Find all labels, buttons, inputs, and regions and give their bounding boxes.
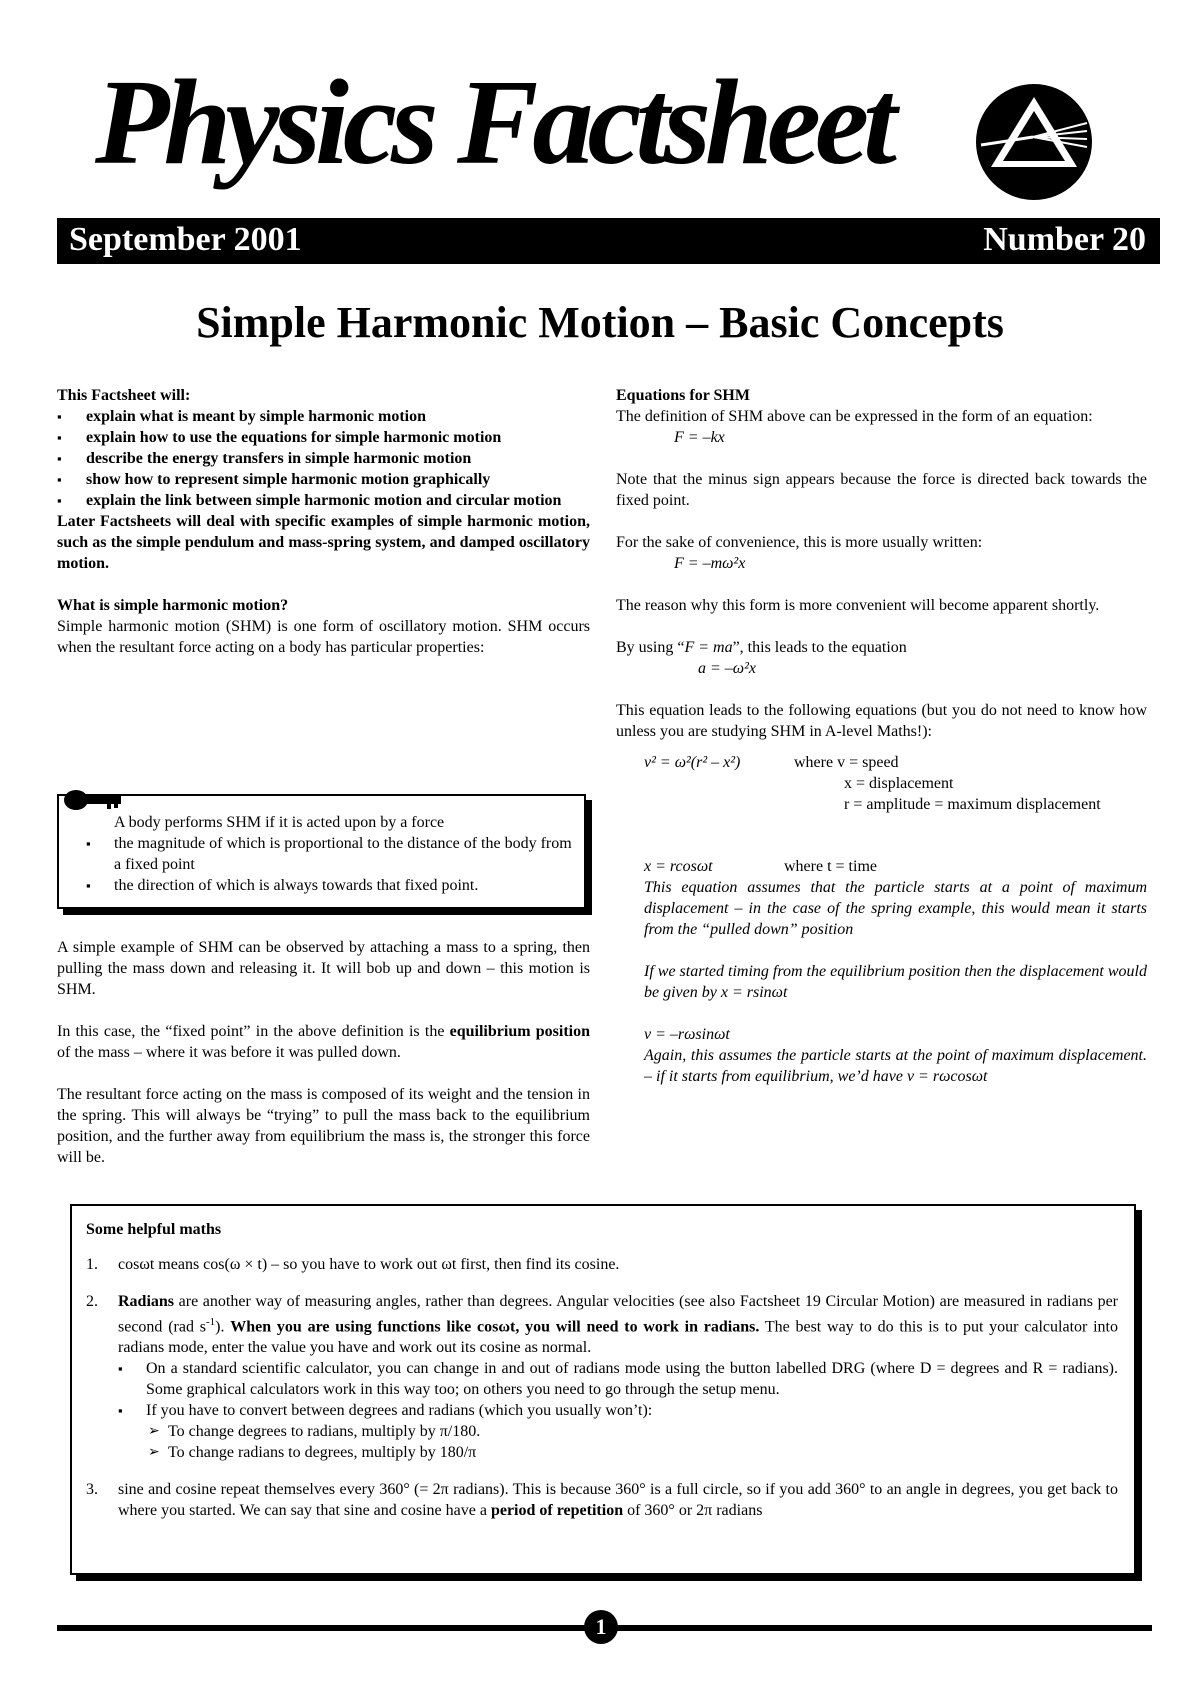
page-number: 1 bbox=[584, 1610, 618, 1644]
equation-acceleration: a = –ω²x bbox=[698, 660, 756, 677]
fixed-point-text bbox=[57, 1021, 590, 1063]
equation-x: x = rcosωt bbox=[644, 858, 713, 875]
issue-bar bbox=[57, 218, 1160, 264]
list-item: ➢ To change degrees to radians, multiply by π/180. bbox=[118, 1421, 1118, 1442]
maths-item-3 bbox=[86, 1479, 1118, 1521]
inline-equation: F = ma bbox=[684, 639, 733, 656]
what-text: Simple harmonic motion (SHM) is one form of oscillatory motion. SHM occurs when the resultant force acting on a body has particular properties: bbox=[57, 618, 590, 656]
text-span: In this case, the “fixed point” in the above definition is the bbox=[57, 1023, 450, 1040]
text-span: of 360° or 2π radians bbox=[623, 1502, 763, 1520]
where-x: x = displacement bbox=[844, 775, 954, 792]
list-item: ➢ To change radians to degrees, multiply by 180/π bbox=[118, 1442, 1118, 1463]
bold-statement: When you are using functions like cosωt, you will need to work in radians. bbox=[230, 1318, 760, 1336]
reason-text: The reason why this form is more convenient will become apparent shortly. bbox=[616, 597, 1100, 614]
note-velocity: Again, this assumes the particle starts at the point of maximum displacement. – if it starts from equilibrium, we’d have v = rωcosωt bbox=[644, 1047, 1147, 1085]
item-number: 1. bbox=[86, 1256, 98, 1273]
text-span: are another way of measuring angles, rather than degrees. Angular velocities (see also Factsheet 19 Circular Motion) are measured in radians per second (rad s bbox=[118, 1293, 1118, 1336]
key-list bbox=[86, 833, 576, 896]
superscript: -1 bbox=[205, 1316, 216, 1328]
text-span: sine and cosine repeat themselves every 360° (= 2π radians). This is because 360° is a full circle, so if you add 360° to an angle in degrees, you get back to where you started. We can say that sine and cosine have a bbox=[118, 1481, 1118, 1520]
conversion-list bbox=[118, 1421, 1118, 1463]
intro-heading: This Factsheet will: bbox=[57, 387, 191, 404]
list-item: ▪ explain how to use the equations for simple harmonic motion bbox=[57, 427, 590, 448]
equation-v-squared: v² = ω²(r² – x²) bbox=[644, 754, 741, 771]
maths-item-1 bbox=[86, 1254, 1118, 1275]
displacement-row bbox=[616, 856, 1147, 877]
item-number: 3. bbox=[86, 1481, 98, 1499]
item-text: cosωt means cos(ω × t) – so you have to work out ωt first, then find its cosine. bbox=[118, 1256, 620, 1273]
bold-term: equilibrium position bbox=[449, 1023, 590, 1040]
maths-item-2 bbox=[86, 1291, 1118, 1463]
list-item: ▪ describe the energy transfers in simple harmonic motion bbox=[57, 448, 590, 469]
eq-intro: The definition of SHM above can be expressed in the form of an equation: bbox=[616, 408, 1093, 425]
list-item: ▪ show how to represent simple harmonic motion graphically bbox=[57, 469, 590, 490]
issue-date: September 2001 bbox=[69, 221, 302, 258]
intro-later: Later Factsheets will deal with specific examples of simple harmonic motion, such as the simple pendulum and mass-spring system, and damped oscillatory motion. bbox=[57, 513, 590, 572]
left-column-lower bbox=[57, 937, 590, 1168]
helpful-maths-box bbox=[70, 1204, 1136, 1575]
equation-velocity: v = –rωsinωt bbox=[644, 1026, 730, 1043]
by-using-text bbox=[616, 637, 1147, 658]
note-x: This equation assumes that the particle starts at a point of maximum displacement – in the case of the spring example, this would mean it starts from the “pulled down” position bbox=[644, 879, 1147, 938]
equation-force-omega: F = –mω²x bbox=[674, 555, 746, 572]
equation-force: F = –kx bbox=[674, 429, 725, 446]
resultant-text: The resultant force acting on the mass is composed of its weight and the tension in the spring. This will always be “trying” to pull the mass back to the equilibrium position, and the further away from equilibrium the mass is, the stronger this force will be. bbox=[57, 1086, 590, 1166]
key-lead: A body performs SHM if it is acted upon by a force bbox=[114, 814, 445, 831]
list-item: ▪ If you have to convert between degrees and radians (which you usually won’t): bbox=[118, 1400, 1118, 1421]
left-column bbox=[57, 385, 590, 658]
text-span: of the mass – where it was before it was pulled down. bbox=[57, 1044, 401, 1061]
bold-term: period of repetition bbox=[490, 1502, 624, 1520]
list-item: ▪ explain the link between simple harmonic motion and circular motion bbox=[57, 490, 590, 511]
right-column bbox=[616, 385, 1147, 1087]
example-text: A simple example of SHM can be observed by attaching a mass to a spring, then pulling the mass down and releasing it. It will bob up and down – this motion is SHM. bbox=[57, 939, 590, 998]
list-item: ▪ the direction of which is always towards that fixed point. bbox=[86, 875, 576, 896]
what-heading: What is simple harmonic motion? bbox=[57, 597, 289, 614]
list-item: ▪ explain what is meant by simple harmonic motion bbox=[57, 406, 590, 427]
intro-list bbox=[57, 406, 590, 511]
minus-note: Note that the minus sign appears because the force is directed back towards the fixed point. bbox=[616, 471, 1147, 509]
note-sin: If we started timing from the equilibrium position then the displacement would be given by x = rsinωt bbox=[644, 963, 1147, 1001]
list-item: ▪ the magnitude of which is proportional to the distance of the body from a fixed point bbox=[86, 833, 576, 875]
velocity-squared-row bbox=[616, 752, 1147, 773]
text-span: ). bbox=[215, 1318, 231, 1336]
key-point-box bbox=[57, 794, 586, 909]
equations-heading: Equations for SHM bbox=[616, 387, 750, 404]
bold-term: Radians bbox=[118, 1293, 175, 1310]
masthead-title: Physics Factsheet bbox=[95, 55, 891, 190]
prism-icon bbox=[975, 83, 1093, 201]
page-title: Simple Harmonic Motion – Basic Concepts bbox=[196, 298, 1004, 347]
item-number: 2. bbox=[86, 1293, 98, 1310]
calculator-list bbox=[118, 1358, 1118, 1421]
text-span: The best way to do this is to put your calculator into radians mode, enter the value you have and work out its cosine as normal. bbox=[118, 1318, 1119, 1357]
leads-text: This equation leads to the following equations (but you do not need to know how unless you are studying SHM in A-level Maths!): bbox=[616, 702, 1147, 740]
where-v: where v = speed bbox=[794, 754, 899, 771]
list-item: ▪ On a standard scientific calculator, you can change in and out of radians mode using the button labelled DRG (where D = degrees and R = radians). Some graphical calculators work in this way too; on others you need to go through the setup menu. bbox=[118, 1358, 1118, 1400]
text-span: By using “ bbox=[616, 639, 685, 656]
maths-heading: Some helpful maths bbox=[86, 1221, 222, 1238]
key-icon bbox=[63, 788, 123, 812]
text-span: ”, this leads to the equation bbox=[732, 639, 907, 656]
convenience-text: For the sake of convenience, this is more usually written: bbox=[616, 534, 983, 551]
where-r: r = amplitude = maximum displacement bbox=[844, 796, 1101, 813]
where-t: where t = time bbox=[784, 858, 877, 875]
issue-number: Number 20 bbox=[983, 221, 1146, 258]
